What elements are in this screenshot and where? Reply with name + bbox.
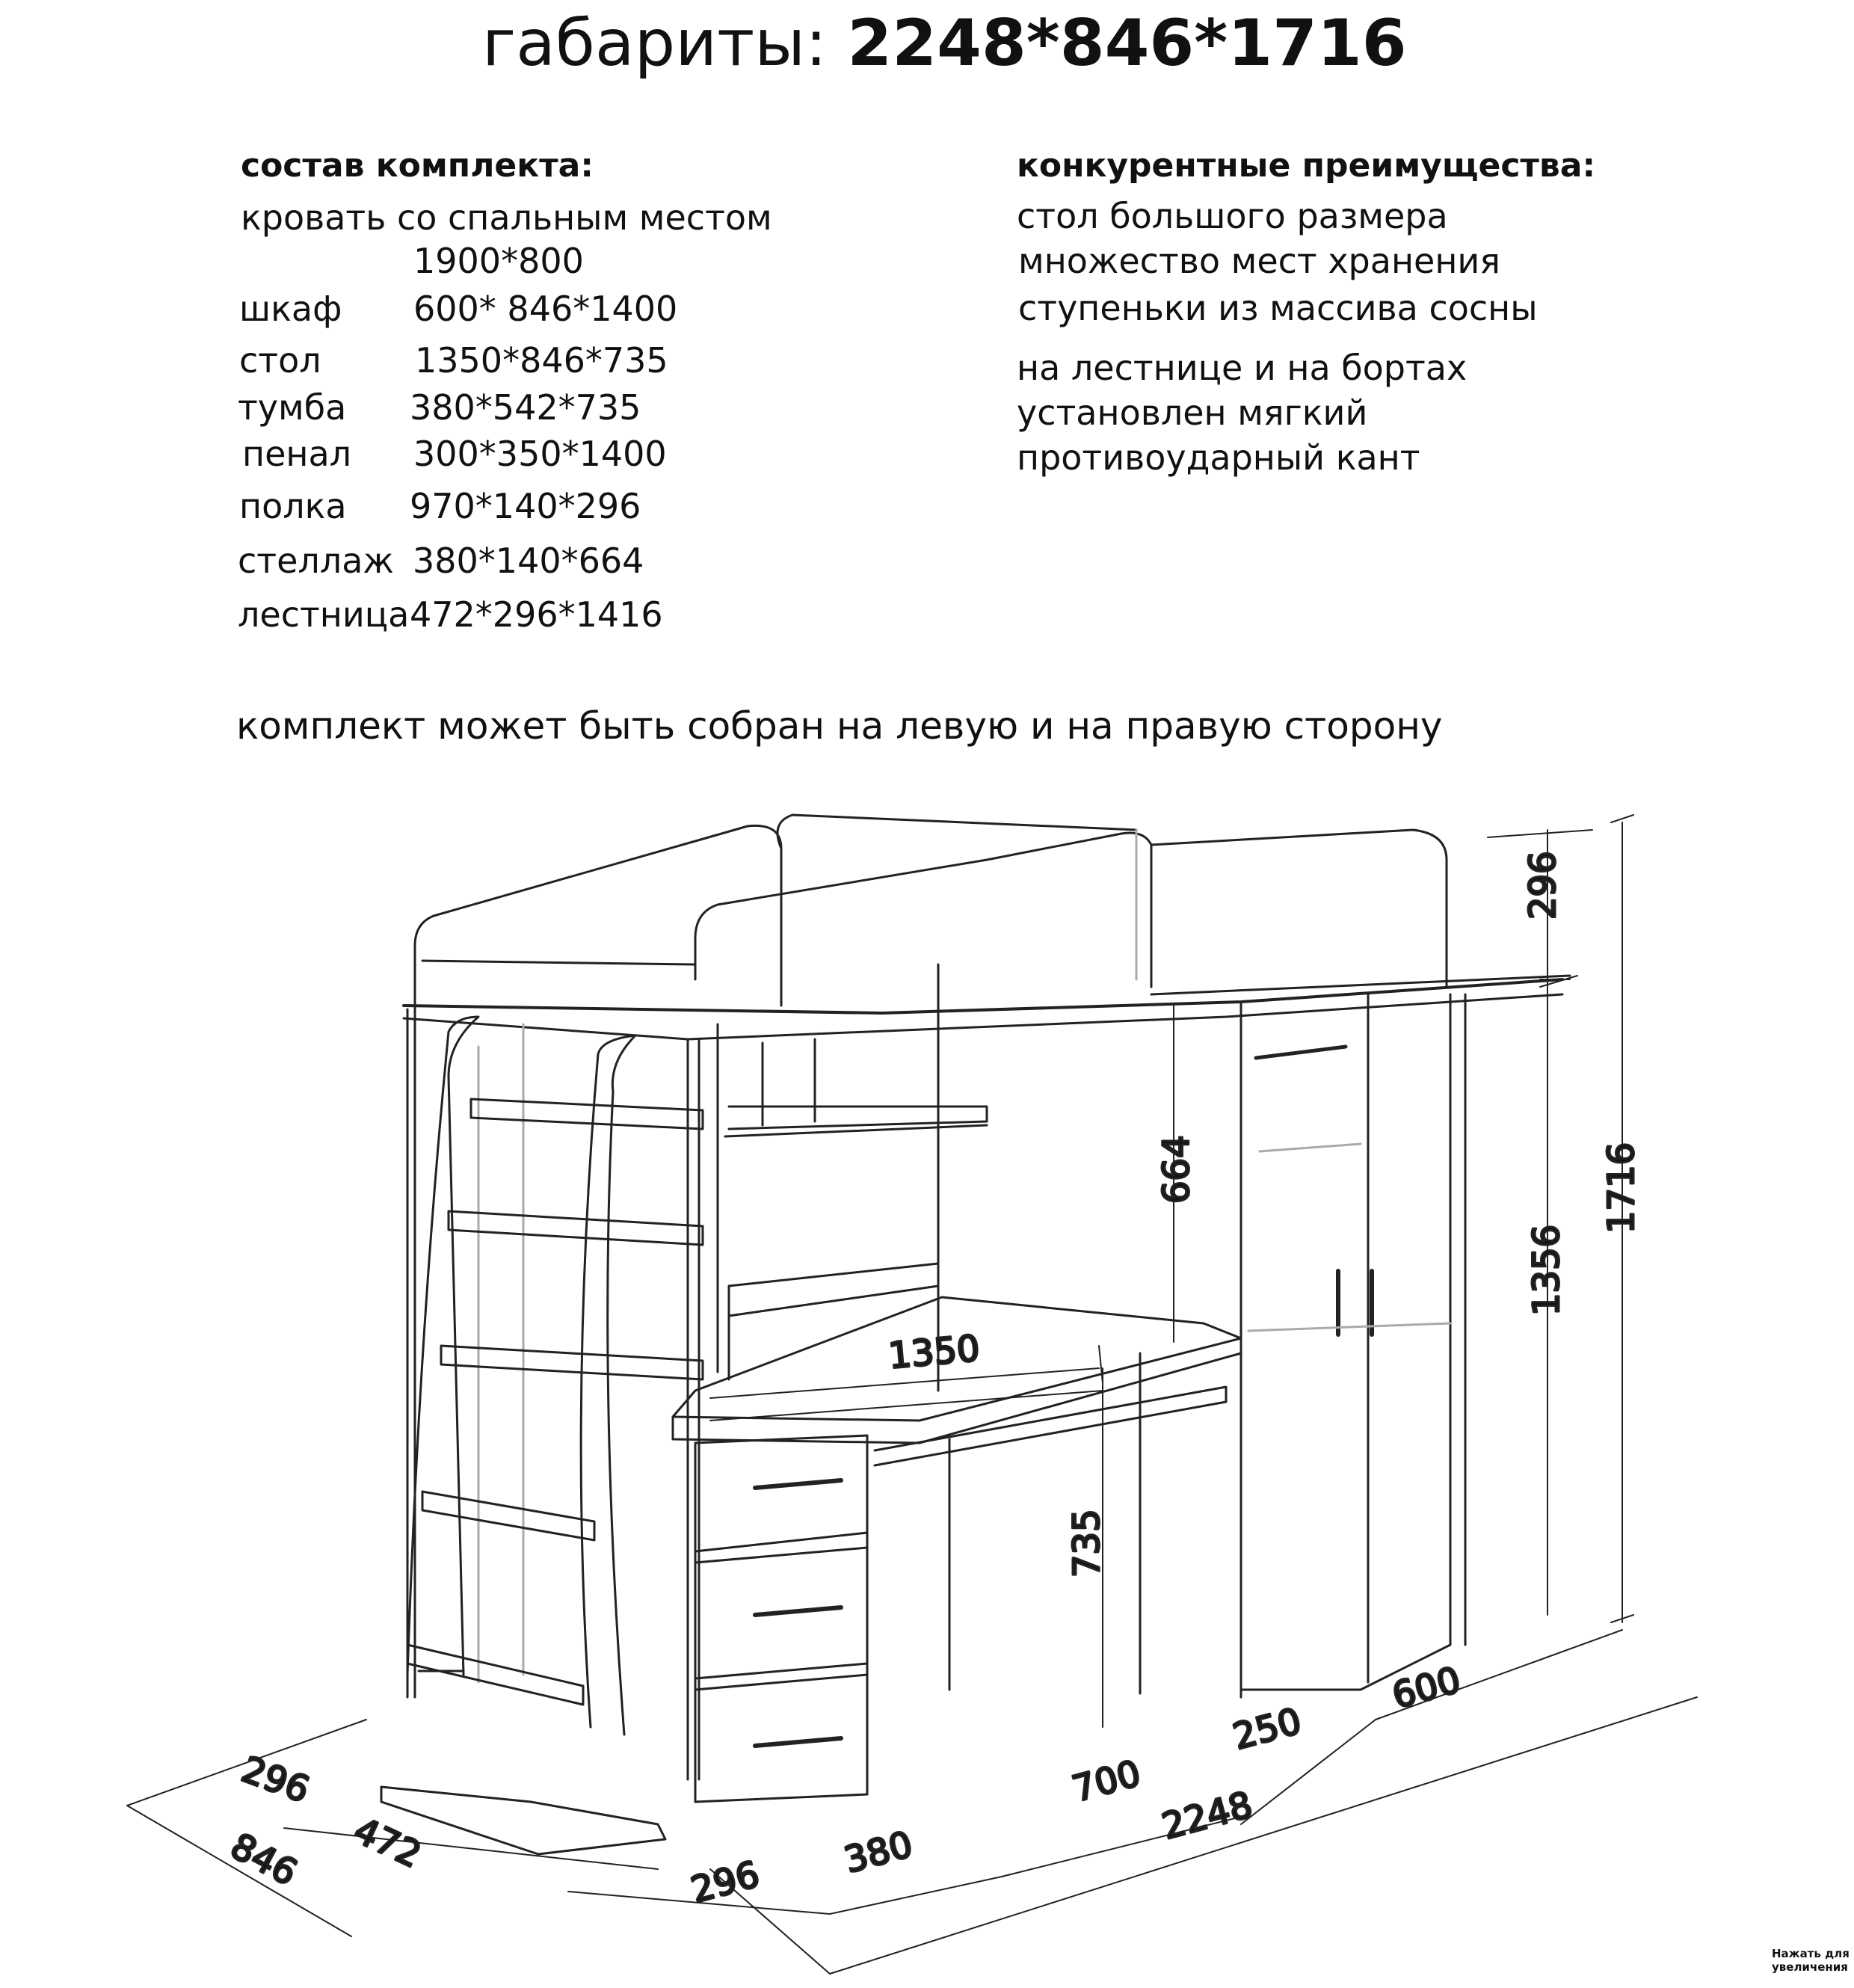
dim-735: 735 [1066,1509,1108,1578]
dim-380: 380 [840,1823,917,1882]
kit-item-dims: 380*140*664 [413,541,644,581]
dim-600: 600 [1388,1658,1465,1717]
kit-item-dims: 1900*800 [413,241,584,281]
kit-item-dims: 380*542*735 [410,387,641,428]
kit-item-name: полка [239,486,347,526]
advantages-heading: конкурентные преимущества: [1017,147,1596,185]
advantage-line: установлен мягкий [1017,393,1368,433]
dim-296-top: 296 [1522,851,1564,920]
kit-item-name: тумба [238,387,347,428]
kit-item-dims: 970*140*296 [410,486,641,526]
wardrobe [1241,994,1450,1690]
kit-item-name: кровать со спальным местом [241,197,772,238]
dim-250: 250 [1228,1699,1306,1758]
kit-item-name: стол [239,340,321,381]
bed-frame-legs [407,994,1465,1779]
kit-item-dims: 300*350*1400 [413,434,667,474]
assembly-note: комплект может быть собран на левую и на правую сторону [236,704,1443,748]
kit-item-name: шкаф [239,289,342,329]
advantage-line: стол большого размера [1017,196,1448,236]
dim-664: 664 [1156,1135,1198,1204]
dim-2248: 2248 [1157,1783,1257,1848]
dim-472: 472 [347,1809,428,1877]
kit-item-name: лестница [238,594,410,635]
enlarge-link[interactable]: Нажать для увеличения [1772,1947,1850,1974]
title-prefix: габариты: [482,6,828,81]
kit-heading: состав комплекта: [241,147,594,185]
dim-1356: 1356 [1526,1224,1568,1316]
dim-296-left: 296 [235,1748,315,1812]
advantage-line: ступеньки из массива сосны [1018,288,1538,328]
dim-700: 700 [1068,1752,1145,1811]
bed-canopy [404,815,1570,1039]
advantage-line: на лестнице и на бортах [1017,348,1468,388]
kit-item-dims: 472*296*1416 [410,594,663,635]
dim-1716: 1716 [1601,1142,1642,1234]
dimension-lines [127,815,1697,1974]
kit-item-name: пенал [242,434,352,474]
kit-item-name: стеллаж [238,541,394,581]
advantage-line: противоударный кант [1017,437,1420,478]
dim-846: 846 [224,1825,304,1895]
dim-296-bottom: 296 [686,1853,764,1912]
ladder [381,1017,703,1854]
dim-1350: 1350 [887,1327,982,1377]
advantage-line: множество мест хранения [1018,241,1500,281]
overall-dimensions: 2248*846*1716 [847,6,1407,81]
drawer-cabinet [695,1435,867,1802]
kit-item-dims: 1350*846*735 [415,340,668,381]
kit-item-dims: 600* 846*1400 [413,289,678,329]
